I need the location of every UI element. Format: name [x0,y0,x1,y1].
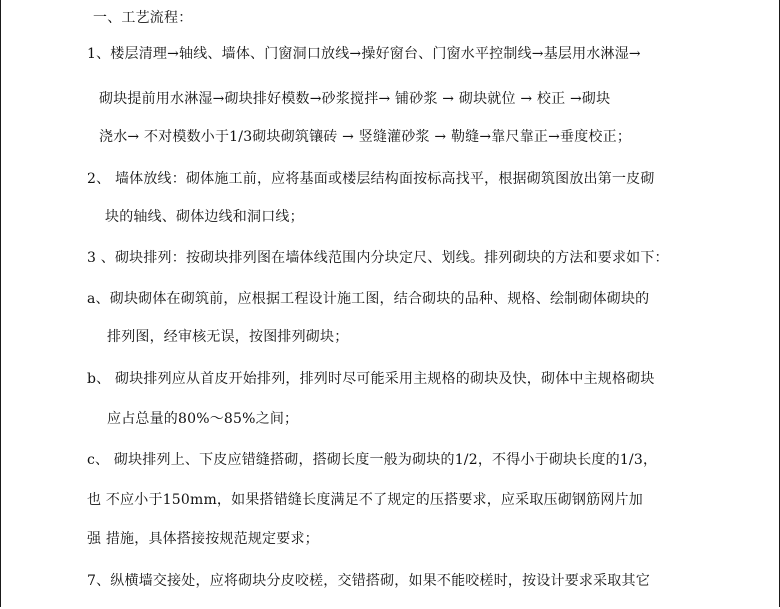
item-a-line-1: a、砌块砌体在砌筑前，应根据工程设计施工图，结合砌块的品种、规格、绘制砌体砌块的 [87,291,650,307]
item-b-line-2: 应占总量的80%～85%之间； [107,411,299,427]
section-heading-process: 一、工艺流程： [93,10,193,26]
item-c-line-3: 强 措施，具体搭接按规范规定要求； [87,531,319,547]
paragraph-2-line-1: 2、 墙体放线：砌体施工前，应将基面或楼层结构面按标高找平，根据砌筑图放出第一皮砌 [87,171,655,187]
paragraph-3-line-1: 3 、砌块排列：按砌块排列图在墙体线范围内分块定尺、划线。排列砌块的方法和要求如下： [87,250,669,266]
item-a-line-2: 排列图，经审核无误，按图排列砌块； [107,329,349,345]
paragraph-1-line-2: 砌块提前用水淋湿→砌块排好模数→砂浆搅拌→ 铺砂浆 → 砌块就位 → 校正 →砌块 [99,91,611,107]
item-c-line-1: c、 砌块排列上、下皮应错缝搭砌，搭砌长度一般为砌块的1/2，不得小于砌块长度的1/3， [87,452,658,468]
paragraph-7-line-1: 7、纵横墙交接处，应将砌块分皮咬槎，交错搭砌，如果不能咬槎时，按设计要求采取其它 [87,573,650,589]
paragraph-1-line-1: 1、楼层清理→轴线、墙体、门窗洞口放线→操好窗台、门窗水平控制线→基层用水淋湿→ [87,46,641,62]
item-c-line-2: 也 不应小于150mm，如果搭错缝长度满足不了规定的压搭要求，应采取压砌钢筋网片加 [87,492,643,508]
item-b-line-1: b、 砌块排列应从首皮开始排列，排列时尽可能采用主规格的砌块及快，砌体中主规格砌块 [87,371,655,387]
paragraph-2-line-2: 块的轴线、砌体边线和洞口线； [105,209,304,225]
paragraph-1-line-3: 浇水→ 不对模数小于1/3砌块砌筑镶砖 → 竖缝灌砂浆 → 勒缝→靠尺靠正→垂度校正； [99,129,632,145]
